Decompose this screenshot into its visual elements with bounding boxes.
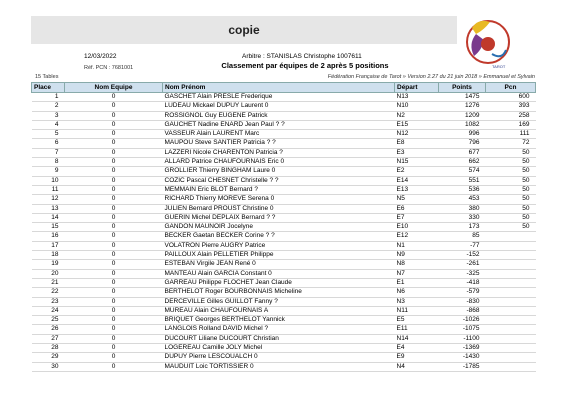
depart-cell: E14 xyxy=(395,176,439,185)
depart-cell: E10 xyxy=(395,223,439,232)
pcn-cell xyxy=(486,325,536,334)
points-cell: -325 xyxy=(439,269,486,278)
name-cell: MAUPOU Steve SANTIER Patricia ? ? xyxy=(163,139,395,148)
place-cell: 2 xyxy=(32,102,65,111)
column-header-depart: Départ xyxy=(395,83,439,93)
points-cell: -261 xyxy=(439,260,486,269)
name-cell: PAILLOUX Alain PELLETIER Philippe xyxy=(163,251,395,260)
name-cell: LANGLOIS Rolland DAVID Michel ? xyxy=(163,325,395,334)
depart-cell: N12 xyxy=(395,130,439,139)
team-cell: 0 xyxy=(65,278,163,287)
depart-cell: E9 xyxy=(395,353,439,362)
place-cell: 22 xyxy=(32,288,65,297)
place-cell: 13 xyxy=(32,204,65,213)
name-cell: LUDEAU Mickael DUPUY Laurent 0 xyxy=(163,102,395,111)
team-cell: 0 xyxy=(65,316,163,325)
place-cell: 28 xyxy=(32,344,65,353)
depart-cell: N6 xyxy=(395,288,439,297)
pcn-cell: 50 xyxy=(486,176,536,185)
table-row xyxy=(32,316,536,325)
place-cell: 14 xyxy=(32,213,65,222)
depart-cell: E8 xyxy=(395,139,439,148)
pcn-cell xyxy=(486,241,536,250)
date-text: 12/03/2022 xyxy=(84,53,117,60)
place-cell: 19 xyxy=(32,260,65,269)
table-row xyxy=(32,195,536,204)
points-cell: -1785 xyxy=(439,362,486,371)
pcn-cell xyxy=(486,260,536,269)
name-cell: GAUCHET Nadine ENARD Jean Paul ? ? xyxy=(163,120,395,129)
team-cell: 0 xyxy=(65,297,163,306)
name-cell: DUPUY Pierre LESCOUALCH 0 xyxy=(163,353,395,362)
team-cell: 0 xyxy=(65,223,163,232)
place-cell: 1 xyxy=(32,93,65,102)
points-cell: -418 xyxy=(439,278,486,287)
name-cell: MANTEAU Alain GARCIA Constant 0 xyxy=(163,269,395,278)
column-header-equipe: Nom Equipe xyxy=(65,83,163,93)
points-cell: -1369 xyxy=(439,344,486,353)
column-header-place: Place xyxy=(32,83,65,93)
pcn-cell: 50 xyxy=(486,223,536,232)
pcn-cell: 169 xyxy=(486,120,536,129)
ref-pcn-text: Réf. PCN : 7681001 xyxy=(84,65,134,71)
points-cell: -77 xyxy=(439,241,486,250)
name-cell: MAUDUIT Loic TORTISSIER 0 xyxy=(163,362,395,371)
team-cell: 0 xyxy=(65,111,163,120)
place-cell: 15 xyxy=(32,223,65,232)
team-cell: 0 xyxy=(65,93,163,102)
table-row xyxy=(32,185,536,194)
points-cell: -1075 xyxy=(439,325,486,334)
table-row xyxy=(32,120,536,129)
place-cell: 25 xyxy=(32,316,65,325)
points-cell: 796 xyxy=(439,139,486,148)
place-cell: 11 xyxy=(32,185,65,194)
pcn-cell xyxy=(486,344,536,353)
ranking-subtitle: Classement par équipes de 2 après 5 positions xyxy=(221,61,389,70)
points-cell: 85 xyxy=(439,232,486,241)
table-header-row xyxy=(32,83,536,93)
name-cell: GANDON MAUNOIR Jocelyne xyxy=(163,223,395,232)
page-title: copie xyxy=(228,23,260,37)
pcn-cell xyxy=(486,278,536,287)
depart-cell: E4 xyxy=(395,344,439,353)
tables-count: 15 Tables xyxy=(35,74,59,80)
depart-cell: N5 xyxy=(395,195,439,204)
table-row xyxy=(32,232,536,241)
table-row xyxy=(32,176,536,185)
points-cell: -830 xyxy=(439,297,486,306)
depart-cell: N7 xyxy=(395,269,439,278)
pcn-cell: 50 xyxy=(486,167,536,176)
place-cell: 7 xyxy=(32,148,65,157)
place-cell: 20 xyxy=(32,269,65,278)
name-cell: GUERIN Michel DEPLAIX Bernard ? ? xyxy=(163,213,395,222)
pcn-cell xyxy=(486,232,536,241)
pcn-cell: 50 xyxy=(486,148,536,157)
team-cell: 0 xyxy=(65,176,163,185)
name-cell: RICHARD Thierry MOREVE Serena 0 xyxy=(163,195,395,204)
depart-cell: N3 xyxy=(395,297,439,306)
place-cell: 6 xyxy=(32,139,65,148)
points-cell: 330 xyxy=(439,213,486,222)
table-row xyxy=(32,334,536,343)
table-row xyxy=(32,344,536,353)
table-row xyxy=(32,288,536,297)
table-row xyxy=(32,223,536,232)
column-header-nom: Nom Prénom xyxy=(163,83,395,93)
place-cell: 24 xyxy=(32,306,65,315)
name-cell: DERCEVILLE Gilles GUILLOT Fanny ? xyxy=(163,297,395,306)
table-row xyxy=(32,204,536,213)
points-cell: 574 xyxy=(439,167,486,176)
points-cell: -579 xyxy=(439,288,486,297)
name-cell: GASCHET Alain PRESLE Frederique xyxy=(163,93,395,102)
table-row xyxy=(32,241,536,250)
depart-cell: E7 xyxy=(395,213,439,222)
name-cell: ESTEBAN Virgile JEAN René 0 xyxy=(163,260,395,269)
name-cell: VOLATRON Pierre AUGRY Patrice xyxy=(163,241,395,250)
pcn-cell: 50 xyxy=(486,185,536,194)
place-cell: 12 xyxy=(32,195,65,204)
table-row xyxy=(32,130,536,139)
team-cell: 0 xyxy=(65,353,163,362)
place-cell: 23 xyxy=(32,297,65,306)
place-cell: 21 xyxy=(32,278,65,287)
table-row xyxy=(32,353,536,362)
depart-cell: E3 xyxy=(395,148,439,157)
points-cell: 551 xyxy=(439,176,486,185)
depart-cell: N13 xyxy=(395,93,439,102)
team-cell: 0 xyxy=(65,213,163,222)
team-cell: 0 xyxy=(65,185,163,194)
team-cell: 0 xyxy=(65,334,163,343)
name-cell: LAZZERI Nicole CHARENTON Patricia ? xyxy=(163,148,395,157)
place-cell: 5 xyxy=(32,130,65,139)
team-cell: 0 xyxy=(65,158,163,167)
team-cell: 0 xyxy=(65,120,163,129)
pcn-cell xyxy=(486,316,536,325)
pcn-cell: 50 xyxy=(486,204,536,213)
depart-cell: N1 xyxy=(395,241,439,250)
team-cell: 0 xyxy=(65,269,163,278)
depart-cell: N11 xyxy=(395,306,439,315)
table-row xyxy=(32,213,536,222)
depart-cell: E2 xyxy=(395,167,439,176)
depart-cell: N9 xyxy=(395,251,439,260)
team-cell: 0 xyxy=(65,344,163,353)
points-cell: 1082 xyxy=(439,120,486,129)
team-cell: 0 xyxy=(65,195,163,204)
place-cell: 10 xyxy=(32,176,65,185)
place-cell: 16 xyxy=(32,232,65,241)
table-row xyxy=(32,278,536,287)
pcn-cell xyxy=(486,353,536,362)
table-row xyxy=(32,167,536,176)
pcn-cell: 50 xyxy=(486,213,536,222)
place-cell: 29 xyxy=(32,353,65,362)
table-row xyxy=(32,325,536,334)
table-row xyxy=(32,306,536,315)
arbitre-text: Arbitre : STANISLAS Christophe 1007611 xyxy=(242,53,362,60)
depart-cell: E12 xyxy=(395,232,439,241)
place-cell: 9 xyxy=(32,167,65,176)
depart-cell: E6 xyxy=(395,204,439,213)
place-cell: 3 xyxy=(32,111,65,120)
team-cell: 0 xyxy=(65,148,163,157)
points-cell: 536 xyxy=(439,185,486,194)
points-cell: 380 xyxy=(439,204,486,213)
results-table-body xyxy=(32,93,536,372)
name-cell: GARREAU Philippe FLOCHET Jean Claude xyxy=(163,278,395,287)
table-row xyxy=(32,251,536,260)
points-cell: -1026 xyxy=(439,316,486,325)
federation-version-text: Fédération Française de Tarot » Version 2.27 du 21 juin 2018 » Emmanuel et Sylvain xyxy=(327,74,535,80)
points-cell: 677 xyxy=(439,148,486,157)
points-cell: 453 xyxy=(439,195,486,204)
table-row xyxy=(32,148,536,157)
depart-cell: N8 xyxy=(395,260,439,269)
team-cell: 0 xyxy=(65,102,163,111)
depart-cell: E15 xyxy=(395,120,439,129)
points-cell: 996 xyxy=(439,130,486,139)
points-cell: 1475 xyxy=(439,93,486,102)
place-cell: 4 xyxy=(32,120,65,129)
place-cell: 17 xyxy=(32,241,65,250)
name-cell: VASSEUR Alain LAURENT Marc xyxy=(163,130,395,139)
team-cell: 0 xyxy=(65,325,163,334)
team-cell: 0 xyxy=(65,241,163,250)
title-bar xyxy=(31,16,457,44)
pcn-cell xyxy=(486,334,536,343)
table-row xyxy=(32,93,536,102)
table-row xyxy=(32,260,536,269)
name-cell: MUREAU Alain CHAUFOURNAIS A xyxy=(163,306,395,315)
name-cell: LOGEREAU Camille JOLY Michel xyxy=(163,344,395,353)
name-cell: BERTHELOT Roger BOURBONNAIS Micheline xyxy=(163,288,395,297)
depart-cell: E5 xyxy=(395,316,439,325)
table-row xyxy=(32,102,536,111)
points-cell: -1100 xyxy=(439,334,486,343)
column-header-pcn: Pcn xyxy=(486,83,536,93)
logo-text: TAROT xyxy=(492,64,506,69)
pcn-cell xyxy=(486,251,536,260)
team-cell: 0 xyxy=(65,130,163,139)
table-row xyxy=(32,269,536,278)
points-cell: 173 xyxy=(439,223,486,232)
name-cell: JULIEN Bernard PROUST Christine 0 xyxy=(163,204,395,213)
depart-cell: N10 xyxy=(395,102,439,111)
points-cell: 1276 xyxy=(439,102,486,111)
pcn-cell xyxy=(486,288,536,297)
place-cell: 30 xyxy=(32,362,65,371)
name-cell: BRIQUET Georges BERTHELOT Yannick xyxy=(163,316,395,325)
points-cell: 662 xyxy=(439,158,486,167)
name-cell: ROSSIGNOL Guy EUGENE Patrick xyxy=(163,111,395,120)
place-cell: 27 xyxy=(32,334,65,343)
pcn-cell: 393 xyxy=(486,102,536,111)
pcn-cell: 50 xyxy=(486,158,536,167)
depart-cell: E13 xyxy=(395,185,439,194)
pcn-cell: 111 xyxy=(486,130,536,139)
name-cell: GROLLIER Thierry BINGHAM Laure 0 xyxy=(163,167,395,176)
table-row xyxy=(32,139,536,148)
team-cell: 0 xyxy=(65,251,163,260)
team-cell: 0 xyxy=(65,139,163,148)
team-cell: 0 xyxy=(65,204,163,213)
pcn-cell xyxy=(486,362,536,371)
table-row xyxy=(32,111,536,120)
table-row xyxy=(32,297,536,306)
pcn-cell: 72 xyxy=(486,139,536,148)
name-cell: MEMMAIN Eric BLOT Bernard ? xyxy=(163,185,395,194)
depart-cell: N15 xyxy=(395,158,439,167)
place-cell: 26 xyxy=(32,325,65,334)
place-cell: 8 xyxy=(32,158,65,167)
name-cell: BECKER Gaetan BECKER Corine ? ? xyxy=(163,232,395,241)
team-cell: 0 xyxy=(65,260,163,269)
depart-cell: N14 xyxy=(395,334,439,343)
name-cell: COZIC Pascal CHESNET Christelle ? ? xyxy=(163,176,395,185)
pcn-cell xyxy=(486,269,536,278)
column-header-points: Points xyxy=(439,83,486,93)
depart-cell: E11 xyxy=(395,325,439,334)
depart-cell: N2 xyxy=(395,111,439,120)
table-row xyxy=(32,158,536,167)
points-cell: -868 xyxy=(439,306,486,315)
depart-cell: N4 xyxy=(395,362,439,371)
team-cell: 0 xyxy=(65,167,163,176)
team-cell: 0 xyxy=(65,288,163,297)
pcn-cell: 600 xyxy=(486,93,536,102)
name-cell: ALLARD Patrice CHAUFOURNAIS Eric 0 xyxy=(163,158,395,167)
results-table xyxy=(31,82,536,372)
name-cell: DUCOURT Liliane DUCOURT Christian xyxy=(163,334,395,343)
points-cell: -152 xyxy=(439,251,486,260)
pcn-cell: 50 xyxy=(486,195,536,204)
team-cell: 0 xyxy=(65,362,163,371)
pcn-cell xyxy=(486,297,536,306)
pcn-cell: 258 xyxy=(486,111,536,120)
points-cell: 1209 xyxy=(439,111,486,120)
place-cell: 18 xyxy=(32,251,65,260)
team-cell: 0 xyxy=(65,232,163,241)
federation-logo xyxy=(462,16,510,74)
pcn-cell xyxy=(486,306,536,315)
team-cell: 0 xyxy=(65,306,163,315)
table-row xyxy=(32,362,536,371)
depart-cell: E1 xyxy=(395,278,439,287)
points-cell: -1430 xyxy=(439,353,486,362)
